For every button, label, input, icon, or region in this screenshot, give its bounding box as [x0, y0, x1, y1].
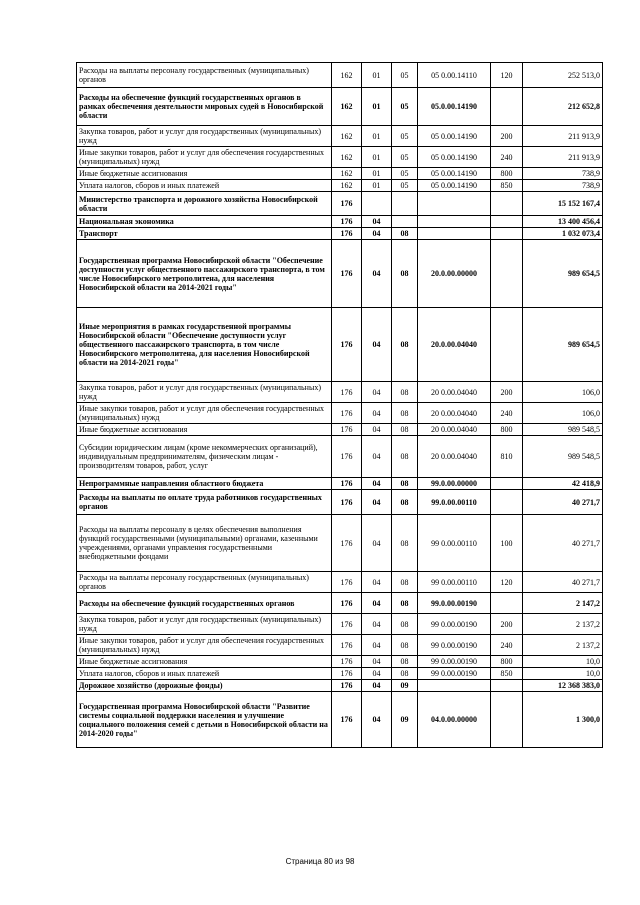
row-vr-cell [491, 490, 523, 515]
row-pr-cell: 05 [392, 147, 418, 168]
row-name-cell: Расходы на выплаты по оплате труда работников государственных органов [77, 490, 332, 515]
row-csr-cell: 05 0.00.14190 [418, 180, 491, 192]
table-row [77, 424, 603, 436]
table-row [77, 478, 603, 490]
row-vr-cell: 120 [491, 572, 523, 593]
row-csr-cell: 99 0.00.00190 [418, 656, 491, 668]
row-ved-cell: 176 [332, 635, 362, 656]
row-sum-cell: 13 400 456,4 [523, 216, 603, 228]
row-rz-cell: 04 [362, 490, 392, 515]
row-csr-cell: 05 0.00.14190 [418, 168, 491, 180]
row-name-cell: Закупка товаров, работ и услуг для государственных (муниципальных) нужд [77, 382, 332, 403]
row-sum-cell: 211 913,9 [523, 126, 603, 147]
row-name-cell: Иные бюджетные ассигнования [77, 656, 332, 668]
table-row [77, 147, 603, 168]
table-row [77, 572, 603, 593]
row-sum-cell: 252 513,0 [523, 63, 603, 88]
table-row [77, 656, 603, 668]
row-ved-cell: 176 [332, 478, 362, 490]
row-name-cell: Государственная программа Новосибирской области "Обеспечение доступности услуг общественного пассажирского транспорта, в том числе Новосибирского метрополитена, для населения Новосибирской области на 2014-2021 годы" [77, 240, 332, 308]
row-vr-cell: 240 [491, 147, 523, 168]
row-pr-cell: 05 [392, 126, 418, 147]
row-vr-cell: 800 [491, 424, 523, 436]
row-ved-cell: 162 [332, 180, 362, 192]
row-csr-cell: 99 0.00.00110 [418, 572, 491, 593]
row-ved-cell: 162 [332, 168, 362, 180]
row-vr-cell [491, 680, 523, 692]
table-row [77, 403, 603, 424]
row-rz-cell: 01 [362, 180, 392, 192]
row-rz-cell: 04 [362, 478, 392, 490]
row-csr-cell: 05 0.00.14190 [418, 147, 491, 168]
row-ved-cell: 162 [332, 63, 362, 88]
row-csr-cell: 99 0.00.00110 [418, 515, 491, 572]
row-pr-cell: 08 [392, 240, 418, 308]
row-vr-cell: 200 [491, 382, 523, 403]
row-pr-cell: 09 [392, 692, 418, 748]
table-row [77, 680, 603, 692]
row-csr-cell: 04.0.00.00000 [418, 692, 491, 748]
row-ved-cell: 176 [332, 490, 362, 515]
row-sum-cell: 989 654,5 [523, 240, 603, 308]
row-vr-cell [491, 192, 523, 216]
row-rz-cell: 04 [362, 308, 392, 382]
row-name-cell: Расходы на обеспечение функций государственных органов [77, 593, 332, 614]
row-vr-cell: 200 [491, 614, 523, 635]
row-rz-cell: 04 [362, 692, 392, 748]
row-ved-cell: 176 [332, 692, 362, 748]
row-name-cell: Министерство транспорта и дорожного хозяйства Новосибирской области [77, 192, 332, 216]
row-name-cell: Иные закупки товаров, работ и услуг для обеспечения государственных (муниципальных) нужд [77, 147, 332, 168]
row-sum-cell: 2 137,2 [523, 635, 603, 656]
table-row [77, 308, 603, 382]
row-sum-cell: 40 271,7 [523, 572, 603, 593]
row-vr-cell: 120 [491, 63, 523, 88]
row-rz-cell: 04 [362, 436, 392, 478]
row-sum-cell: 738,9 [523, 168, 603, 180]
row-name-cell: Транспорт [77, 228, 332, 240]
row-name-cell: Национальная экономика [77, 216, 332, 228]
table-row [77, 635, 603, 656]
row-vr-cell: 200 [491, 126, 523, 147]
table-row [77, 436, 603, 478]
row-vr-cell [491, 692, 523, 748]
row-sum-cell: 2 137,2 [523, 614, 603, 635]
budget-table [76, 62, 603, 748]
row-name-cell: Государственная программа Новосибирской области "Развитие системы социальной поддержки населения и улучшение социального положения семей с детьми в Новосибирской области на 2014-2020 годы" [77, 692, 332, 748]
row-ved-cell: 176 [332, 216, 362, 228]
row-pr-cell: 08 [392, 572, 418, 593]
row-csr-cell: 99 0.00.00190 [418, 635, 491, 656]
row-csr-cell: 20 0.00.04040 [418, 403, 491, 424]
row-ved-cell: 176 [332, 593, 362, 614]
row-csr-cell: 20 0.00.04040 [418, 436, 491, 478]
row-name-cell: Расходы на выплаты персоналу государственных (муниципальных) органов [77, 572, 332, 593]
row-sum-cell: 989 548,5 [523, 436, 603, 478]
row-csr-cell: 99.0.00.00000 [418, 478, 491, 490]
table-row [77, 180, 603, 192]
row-pr-cell: 08 [392, 635, 418, 656]
row-vr-cell: 850 [491, 180, 523, 192]
row-vr-cell [491, 478, 523, 490]
row-sum-cell: 15 152 167,4 [523, 192, 603, 216]
row-csr-cell: 20.0.00.04040 [418, 308, 491, 382]
row-pr-cell: 08 [392, 515, 418, 572]
row-ved-cell: 176 [332, 656, 362, 668]
row-vr-cell [491, 308, 523, 382]
row-ved-cell: 176 [332, 614, 362, 635]
row-rz-cell: 04 [362, 216, 392, 228]
row-vr-cell [491, 216, 523, 228]
row-pr-cell: 08 [392, 308, 418, 382]
row-rz-cell: 04 [362, 656, 392, 668]
row-rz-cell: 04 [362, 635, 392, 656]
row-sum-cell: 106,0 [523, 382, 603, 403]
row-vr-cell: 800 [491, 168, 523, 180]
row-sum-cell: 106,0 [523, 403, 603, 424]
row-pr-cell: 08 [392, 593, 418, 614]
row-name-cell: Расходы на обеспечение функций государственных органов в рамках обеспечения деятельности мировых судей в Новосибирской области [77, 88, 332, 126]
row-rz-cell: 01 [362, 147, 392, 168]
table-row [77, 382, 603, 403]
row-sum-cell: 12 368 383,0 [523, 680, 603, 692]
row-name-cell: Иные закупки товаров, работ и услуг для обеспечения государственных (муниципальных) нужд [77, 403, 332, 424]
row-csr-cell [418, 216, 491, 228]
table-body [77, 63, 603, 748]
row-vr-cell: 240 [491, 635, 523, 656]
row-name-cell: Иные бюджетные ассигнования [77, 168, 332, 180]
row-name-cell: Уплата налогов, сборов и иных платежей [77, 668, 332, 680]
table-row [77, 192, 603, 216]
row-rz-cell: 04 [362, 572, 392, 593]
row-rz-cell: 04 [362, 240, 392, 308]
row-vr-cell: 240 [491, 403, 523, 424]
row-csr-cell [418, 228, 491, 240]
row-pr-cell: 08 [392, 382, 418, 403]
row-rz-cell: 01 [362, 126, 392, 147]
row-sum-cell: 40 271,7 [523, 515, 603, 572]
row-name-cell: Непрограммные направления областного бюджета [77, 478, 332, 490]
table-row [77, 490, 603, 515]
row-ved-cell: 176 [332, 424, 362, 436]
row-ved-cell: 176 [332, 308, 362, 382]
table-row [77, 63, 603, 88]
row-pr-cell: 08 [392, 614, 418, 635]
row-sum-cell: 738,9 [523, 180, 603, 192]
row-sum-cell: 989 654,5 [523, 308, 603, 382]
table-row [77, 668, 603, 680]
row-csr-cell: 99.0.00.00110 [418, 490, 491, 515]
row-ved-cell: 176 [332, 436, 362, 478]
table-row [77, 168, 603, 180]
row-vr-cell [491, 240, 523, 308]
row-name-cell: Иные мероприятия в рамках государственной программы Новосибирской области "Обеспечение доступности услуг общественного пассажирского транспорта, в том числе Новосибирского метрополитена, для населения Новосибирской области на 2014-2021 годы" [77, 308, 332, 382]
row-rz-cell: 04 [362, 614, 392, 635]
row-pr-cell [392, 192, 418, 216]
row-csr-cell: 05 0.00.14190 [418, 126, 491, 147]
row-pr-cell: 08 [392, 490, 418, 515]
row-pr-cell: 08 [392, 668, 418, 680]
table-row [77, 692, 603, 748]
row-pr-cell [392, 216, 418, 228]
row-sum-cell: 989 548,5 [523, 424, 603, 436]
row-ved-cell: 176 [332, 668, 362, 680]
row-csr-cell [418, 192, 491, 216]
row-csr-cell: 20 0.00.04040 [418, 382, 491, 403]
table-row [77, 614, 603, 635]
row-sum-cell: 2 147,2 [523, 593, 603, 614]
row-pr-cell: 05 [392, 180, 418, 192]
table-row [77, 240, 603, 308]
row-sum-cell: 40 271,7 [523, 490, 603, 515]
row-sum-cell: 212 652,8 [523, 88, 603, 126]
row-csr-cell: 20 0.00.04040 [418, 424, 491, 436]
row-sum-cell: 1 300,0 [523, 692, 603, 748]
row-vr-cell [491, 88, 523, 126]
row-vr-cell: 100 [491, 515, 523, 572]
row-ved-cell: 176 [332, 515, 362, 572]
row-ved-cell: 176 [332, 240, 362, 308]
row-rz-cell: 04 [362, 515, 392, 572]
row-csr-cell: 05.0.00.14190 [418, 88, 491, 126]
row-rz-cell: 04 [362, 403, 392, 424]
row-name-cell: Иные закупки товаров, работ и услуг для обеспечения государственных (муниципальных) нужд [77, 635, 332, 656]
row-sum-cell: 42 418,9 [523, 478, 603, 490]
row-sum-cell: 211 913,9 [523, 147, 603, 168]
row-ved-cell: 176 [332, 192, 362, 216]
table-row [77, 515, 603, 572]
row-pr-cell: 08 [392, 478, 418, 490]
row-vr-cell: 800 [491, 656, 523, 668]
table-row [77, 126, 603, 147]
row-rz-cell: 01 [362, 88, 392, 126]
row-ved-cell: 176 [332, 382, 362, 403]
row-pr-cell: 05 [392, 168, 418, 180]
row-name-cell: Субсидии юридическим лицам (кроме некоммерческих организаций), индивидуальным предпринимателям, физическим лицам - производителям товаров, работ, услуг [77, 436, 332, 478]
row-ved-cell: 162 [332, 147, 362, 168]
row-name-cell: Закупка товаров, работ и услуг для государственных (муниципальных) нужд [77, 126, 332, 147]
row-name-cell: Уплата налогов, сборов и иных платежей [77, 180, 332, 192]
table-row [77, 88, 603, 126]
row-vr-cell [491, 228, 523, 240]
row-vr-cell [491, 593, 523, 614]
row-rz-cell: 04 [362, 228, 392, 240]
table-row [77, 593, 603, 614]
row-csr-cell: 99.0.00.00190 [418, 593, 491, 614]
row-name-cell: Расходы на выплаты персоналу в целях обеспечения выполнения функций государственными (муниципальными) органами, казенными учреждениями, органами управления государственными внебюджетными фондами [77, 515, 332, 572]
row-name-cell: Закупка товаров, работ и услуг для государственных (муниципальных) нужд [77, 614, 332, 635]
row-vr-cell: 850 [491, 668, 523, 680]
row-ved-cell: 162 [332, 126, 362, 147]
row-rz-cell: 04 [362, 593, 392, 614]
row-csr-cell: 20.0.00.00000 [418, 240, 491, 308]
row-ved-cell: 176 [332, 228, 362, 240]
row-vr-cell: 810 [491, 436, 523, 478]
row-name-cell: Иные бюджетные ассигнования [77, 424, 332, 436]
row-rz-cell: 04 [362, 668, 392, 680]
row-csr-cell: 05 0.00.14110 [418, 63, 491, 88]
row-csr-cell [418, 680, 491, 692]
row-name-cell: Дорожное хозяйство (дорожные фонды) [77, 680, 332, 692]
row-csr-cell: 99 0.00.00190 [418, 614, 491, 635]
row-rz-cell [362, 192, 392, 216]
row-pr-cell: 08 [392, 656, 418, 668]
row-pr-cell: 08 [392, 403, 418, 424]
row-ved-cell: 162 [332, 88, 362, 126]
row-pr-cell: 08 [392, 228, 418, 240]
row-pr-cell: 09 [392, 680, 418, 692]
row-pr-cell: 08 [392, 424, 418, 436]
row-rz-cell: 01 [362, 168, 392, 180]
row-rz-cell: 04 [362, 382, 392, 403]
row-ved-cell: 176 [332, 680, 362, 692]
row-name-cell: Расходы на выплаты персоналу государственных (муниципальных) органов [77, 63, 332, 88]
row-sum-cell: 10,0 [523, 656, 603, 668]
row-ved-cell: 176 [332, 403, 362, 424]
row-rz-cell: 01 [362, 63, 392, 88]
row-rz-cell: 04 [362, 424, 392, 436]
row-pr-cell: 08 [392, 436, 418, 478]
row-rz-cell: 04 [362, 680, 392, 692]
page-footer: Страница 80 из 98 [285, 857, 355, 866]
row-ved-cell: 176 [332, 572, 362, 593]
row-sum-cell: 1 032 073,4 [523, 228, 603, 240]
row-csr-cell: 99 0.00.00190 [418, 668, 491, 680]
table-row [77, 216, 603, 228]
row-sum-cell: 10,0 [523, 668, 603, 680]
row-pr-cell: 05 [392, 63, 418, 88]
table-row [77, 228, 603, 240]
row-pr-cell: 05 [392, 88, 418, 126]
